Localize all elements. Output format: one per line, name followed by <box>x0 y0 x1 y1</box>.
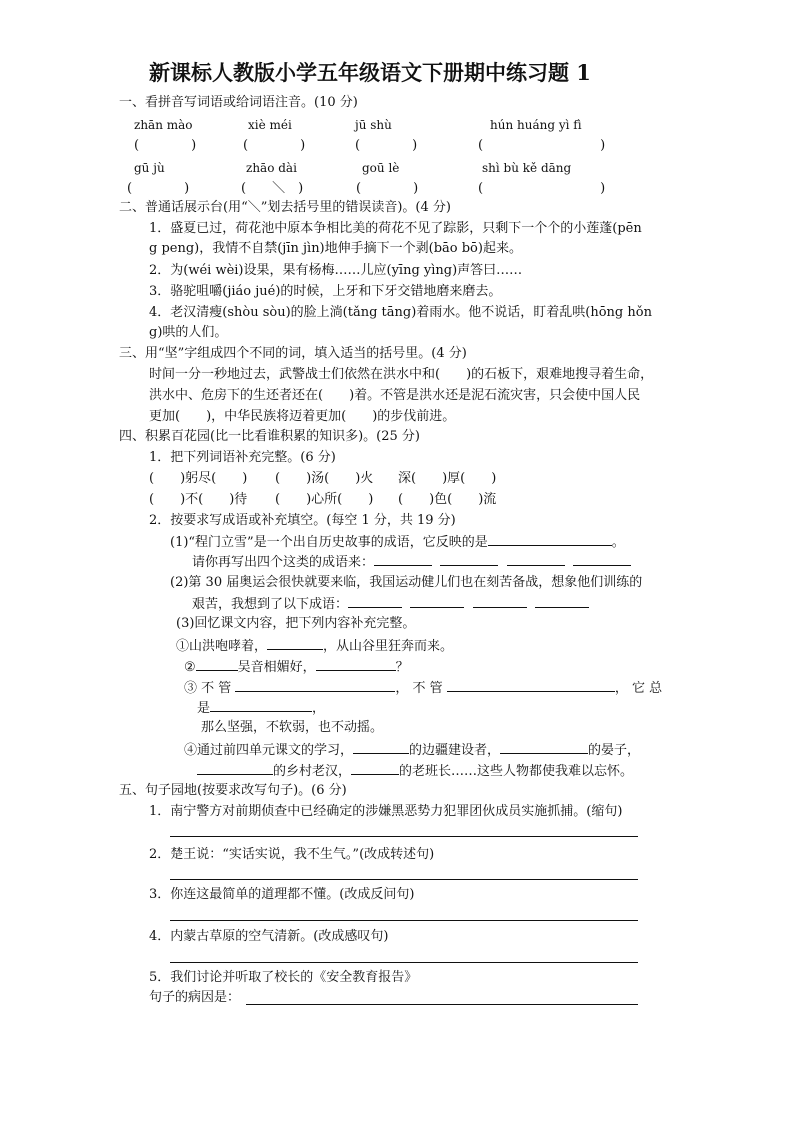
fill-blank[interactable] <box>267 637 323 650</box>
fill-text: ② <box>184 660 196 675</box>
pinyin: hún huáng yì fì <box>490 118 582 132</box>
fill-text: 艰苦，我想到了以下成语： <box>192 597 349 612</box>
passage-line: 洪水中、危房下的生还者还在( )着。不管是洪水还是泥石流灾害，只会使中国人民 <box>149 388 641 403</box>
error-cause-label: 句子的病因是： <box>149 990 241 1005</box>
answer-parens[interactable]: ( ) <box>478 181 606 196</box>
rewrite-question: 4．内蒙古草原的空气清新。(改成感叹句) <box>149 929 389 944</box>
idiom-blank[interactable]: ( )躬尽( ) <box>149 471 248 486</box>
fill-blank[interactable] <box>447 679 615 692</box>
fill-blank[interactable] <box>210 699 312 712</box>
fill-text: 吴音相媚好， <box>237 660 316 675</box>
fill-text: ， 不 管 <box>395 681 443 696</box>
fill-question <box>192 553 631 572</box>
rewrite-question: 3．你连这最简单的道理都不懂。(改成反问句) <box>149 887 415 902</box>
rewrite-question: 5．我们讨论并听取了校长的《安全教育报告》 <box>149 970 418 985</box>
fill-text: ？ <box>395 660 409 675</box>
fill-blank[interactable] <box>351 762 399 775</box>
fill-blank[interactable] <box>507 553 565 566</box>
page-title: 新课标人教版小学五年级语文下册期中练习题 1 <box>149 60 591 85</box>
idiom-blank[interactable]: ( )汤( )火 <box>275 471 374 486</box>
idiom-blank[interactable]: ( )不( )待 <box>149 492 248 507</box>
fill-blank[interactable] <box>473 595 527 608</box>
fill-blank[interactable] <box>488 533 612 546</box>
section-1-heading: 一、看拼音写词语或给词语注音。(10 分) <box>119 95 358 110</box>
section-2-heading: 二、普通话展示台(用“＼”划去括号里的错误读音)。(4 分) <box>119 200 451 215</box>
answer-parens[interactable]: ( ) <box>478 138 606 153</box>
passage-line: 更加( )，中华民族将迈着更加( )的步伐前进。 <box>149 409 456 424</box>
fill-blank[interactable] <box>573 553 631 566</box>
answer-line[interactable] <box>170 879 638 880</box>
section-5-heading: 五、句子园地(按要求改写句子)。(6 分) <box>119 783 347 798</box>
question-text: 4．老汉清瘦(shòu sòu)的脸上淌(tǎng tāng)着雨水。他不说话，盯着乱哄(hōng hǒn <box>149 305 652 320</box>
fill-blank[interactable] <box>316 658 396 671</box>
subquestion-2: 2．按要求写成语或补充填空。(每空 1 分，共 19 分) <box>149 513 456 528</box>
answer-parens[interactable]: ( ＼ ) <box>241 181 304 196</box>
section-4-heading: 四、积累百花园(比一比看谁积累的知识多)。(25 分) <box>119 429 420 444</box>
fill-text: 。 <box>611 535 625 550</box>
recall-item: 那么坚强，不软弱，也不动摇。 <box>201 720 384 735</box>
recall-item <box>197 699 325 718</box>
fill-blank[interactable] <box>535 595 589 608</box>
rewrite-question: 1．南宁警方对前期侦查中已经确定的涉嫌黑恶势力犯罪团伙成员实施抓捕。(缩句) <box>149 804 623 819</box>
pinyin: goū lè <box>362 161 400 175</box>
fill-text: ③ 不 管 <box>184 681 232 696</box>
fill-blank[interactable] <box>235 679 395 692</box>
pinyin: gū jù <box>134 161 165 175</box>
idiom-blank[interactable]: ( )色( )流 <box>398 492 497 507</box>
pinyin: zhāo dài <box>246 161 297 175</box>
answer-parens[interactable]: ( ) <box>134 138 197 153</box>
question-text: 1．盛夏已过，荷花池中原本争相比美的荷花不见了踪影，只剩下一个个的小莲蓬(pēn <box>149 221 642 236</box>
answer-parens[interactable]: ( ) <box>127 181 190 196</box>
fill-text: ， <box>312 701 326 716</box>
fill-text: 是 <box>197 701 211 716</box>
answer-line[interactable] <box>170 962 638 963</box>
pinyin: zhān mào <box>134 118 193 132</box>
fill-question <box>192 595 589 614</box>
idiom-blank[interactable]: 深( )厚( ) <box>398 471 497 486</box>
recall-item <box>176 637 453 656</box>
recall-item <box>197 762 633 781</box>
answer-line[interactable] <box>170 836 638 837</box>
fill-question: (2)第 30 届奥运会很快就要来临，我国运动健儿们也在刻苦备战，想象他们训练的 <box>170 575 643 590</box>
recall-item <box>184 658 409 677</box>
answer-parens[interactable]: ( ) <box>356 181 419 196</box>
answer-parens[interactable]: ( ) <box>243 138 306 153</box>
fill-question: (3)回忆课文内容，把下列内容补充完整。 <box>176 616 416 631</box>
fill-text: 的晏子， <box>588 743 641 758</box>
fill-text: ， 它 总 <box>614 681 663 696</box>
fill-text: ④通过前四单元课文的学习， <box>184 743 354 758</box>
fill-text: 的老班长……这些人物都使我难以忘怀。 <box>399 764 634 779</box>
question-text: g)哄的人们。 <box>149 325 228 340</box>
idiom-blank[interactable]: ( )心所( ) <box>275 492 374 507</box>
fill-text: ，从山谷里狂奔而来。 <box>323 639 454 654</box>
fill-blank[interactable] <box>348 595 402 608</box>
fill-text: 的乡村老汉， <box>273 764 352 779</box>
fill-text: 请你再写出四个这类的成语来： <box>192 555 375 570</box>
fill-blank[interactable] <box>440 553 498 566</box>
section-3-heading: 三、用“坚”字组成四个不同的词，填入适当的括号里。(4 分) <box>119 346 467 361</box>
pinyin: shì bù kě dāng <box>482 161 572 175</box>
fill-blank[interactable] <box>197 762 273 775</box>
fill-blank[interactable] <box>410 595 464 608</box>
question-text: 3．骆驼咀嚼(jiáo jué)的时候，上牙和下牙交错地磨来磨去。 <box>149 284 502 299</box>
answer-line[interactable] <box>170 920 638 921</box>
fill-blank[interactable] <box>500 741 588 754</box>
recall-item <box>184 679 662 698</box>
passage-line: 时间一分一秒地过去，武警战士们依然在洪水中和( )的石板下，艰难地搜寻着生命， <box>149 367 654 382</box>
rewrite-question: 2．楚王说：“实话实说，我不生气。”(改成转述句) <box>149 847 435 862</box>
pinyin: jū shù <box>355 118 392 132</box>
pinyin: xiè méi <box>248 118 292 132</box>
answer-line[interactable] <box>246 1004 638 1005</box>
fill-text: (1)“程门立雪”是一个出自历史故事的成语，它反映的是 <box>170 535 488 550</box>
recall-item <box>184 741 640 760</box>
question-text: 2．为(wéi wèi)设果，果有杨梅……儿应(yīng yìng)声答曰…… <box>149 263 523 278</box>
fill-blank[interactable] <box>196 658 238 671</box>
question-text: g peng)，我情不自禁(jīn jìn)地伸手摘下一个剥(bāo bō)起来。 <box>149 241 522 256</box>
fill-blank[interactable] <box>353 741 409 754</box>
answer-parens[interactable]: ( ) <box>355 138 418 153</box>
subquestion-1: 1．把下列词语补充完整。(6 分) <box>149 450 336 465</box>
fill-blank[interactable] <box>374 553 432 566</box>
fill-text: 的边疆建设者， <box>409 743 501 758</box>
fill-text: ①山洪咆哮着， <box>176 639 268 654</box>
fill-question <box>170 533 625 552</box>
